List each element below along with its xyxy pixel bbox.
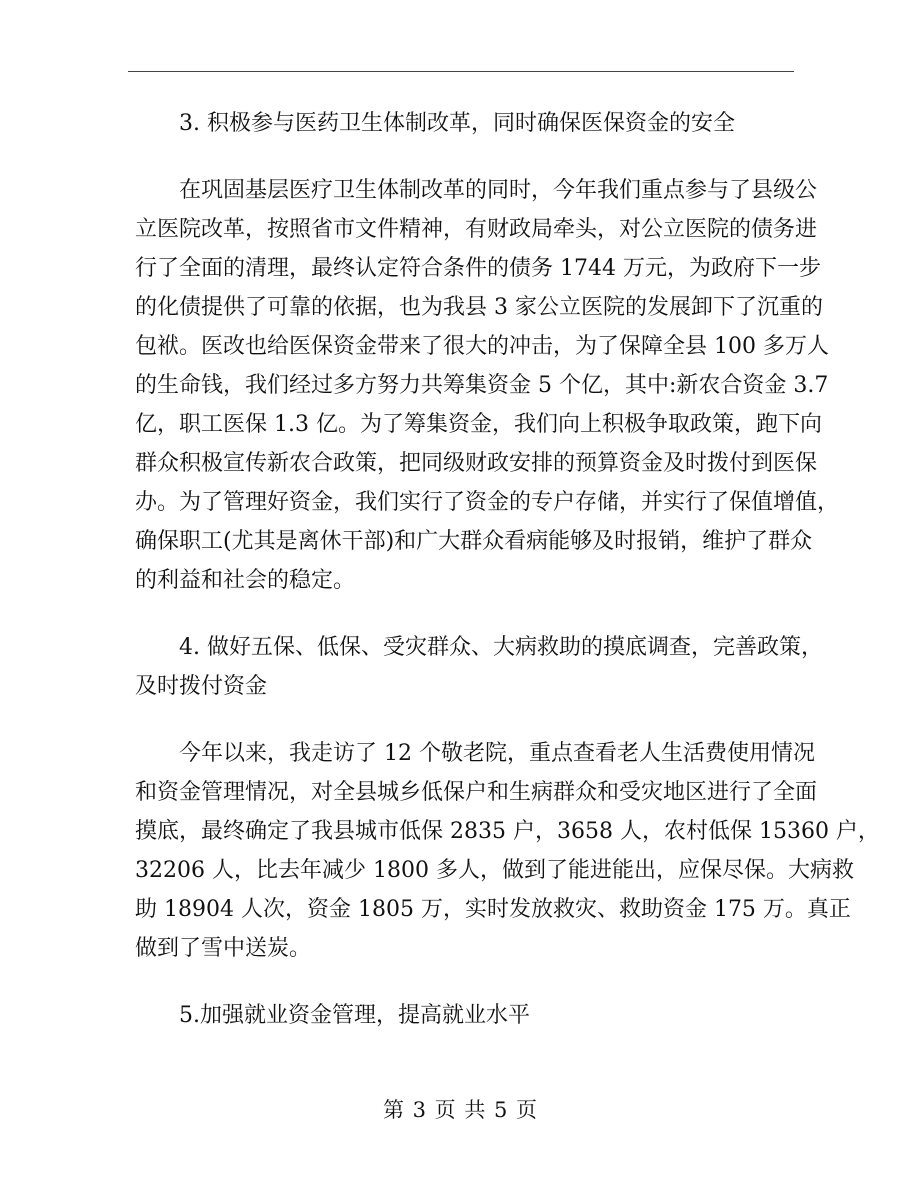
paragraph-line: 的利益和社会的稳定。 — [135, 568, 356, 593]
section-5-heading: 5.加强就业资金管理，提高就业水平 — [179, 1003, 530, 1028]
paragraph-line: 在巩固基层医疗卫生体制改革的同时，今年我们重点参与了县级公 — [179, 178, 818, 203]
header-rule — [128, 71, 794, 72]
paragraph-line: 确保职工(尤其是离休干部)和广大群众看病能够及时报销，维护了群众 — [135, 529, 813, 554]
section-3-heading: 3. 积极参与医药卫生体制改革，同时确保医保资金的安全 — [179, 111, 735, 136]
heading-line: 及时拨付资金 — [135, 674, 268, 699]
paragraph-line: 32206 人，比去年减少 1800 多人，做到了能进能出，应保尽保。大病救 — [135, 858, 854, 883]
page-number: 第 3 页 共 5 页 — [382, 1098, 538, 1122]
paragraph-line: 行了全面的清理，最终认定符合条件的债务 1744 万元，为政府下一步 — [135, 256, 821, 281]
paragraph-line: 办。为了管理好资金，我们实行了资金的专户存储，并实行了保值增值， — [135, 490, 840, 515]
paragraph-line: 的生命钱，我们经过多方努力共筹集资金 5 个亿，其中:新农合资金 3.7 — [135, 373, 829, 398]
paragraph-line: 包袱。医改也给医保资金带来了很大的冲击，为了保障全县 100 多万人 — [135, 334, 829, 359]
paragraph-line: 今年以来，我走访了 12 个敬老院，重点查看老人生活费使用情况 — [179, 741, 815, 766]
section-4-paragraph — [135, 734, 880, 968]
paragraph-line: 和资金管理情况，对全县城乡低保户和生病群众和受灾地区进行了全面 — [135, 780, 818, 805]
section-4-heading — [135, 628, 823, 706]
heading-line: 4. 做好五保、低保、受灾群众、大病救助的摸底调查，完善政策， — [179, 635, 823, 660]
paragraph-line: 亿，职工医保 1.3 亿。为了筹集资金，我们向上积极争取政策，跑下向 — [135, 412, 822, 437]
paragraph-line: 的化债提供了可靠的依据，也为我县 3 家公立医院的发展卸下了沉重的 — [135, 295, 823, 320]
paragraph-line: 群众积极宣传新农合政策，把同级财政安排的预算资金及时拨付到医保 — [135, 451, 818, 476]
paragraph-line: 立医院改革，按照省市文件精神，有财政局牵头，对公立医院的债务进 — [135, 217, 818, 242]
paragraph-line: 做到了雪中送炭。 — [135, 936, 312, 961]
paragraph-line: 摸底，最终确定了我县城市低保 2835 户，3658 人，农村低保 15360 户， — [135, 819, 880, 844]
section-3-paragraph — [135, 171, 840, 600]
document-body — [135, 104, 880, 1035]
paragraph-line: 助 18904 人次，资金 1805 万，实时发放救灾、救助资金 175 万。真正 — [135, 897, 851, 922]
